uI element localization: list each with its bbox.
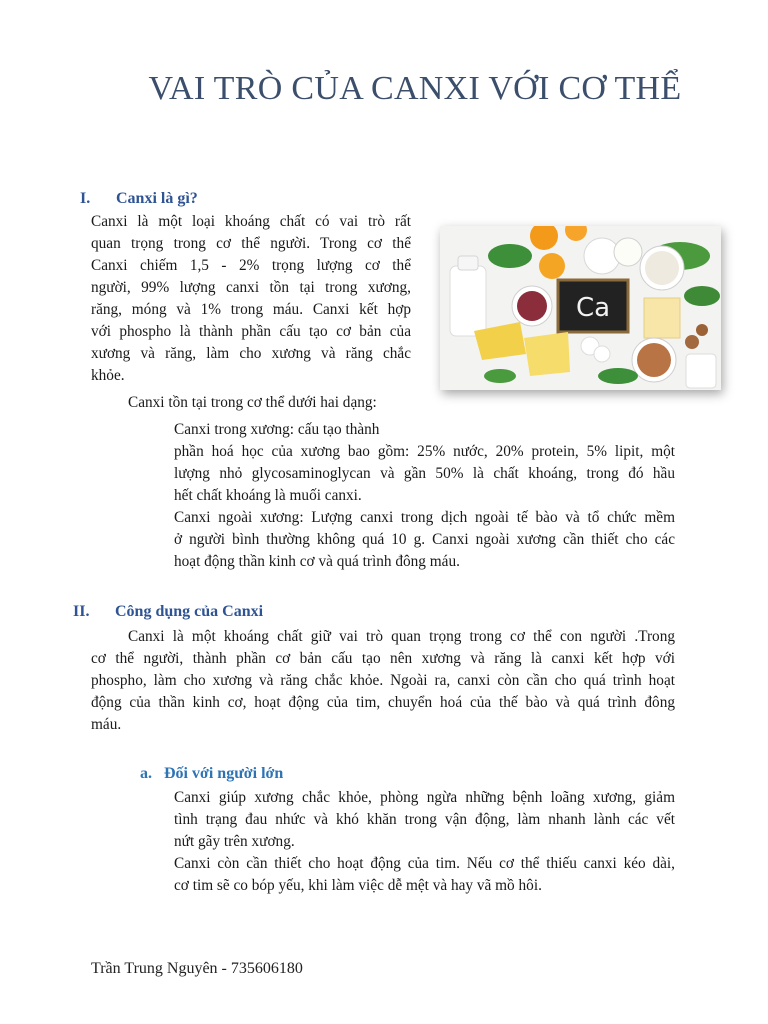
text-line: khỏe. bbox=[91, 367, 125, 384]
text-line: Canxi là một loại khoáng chất có vai trò rất bbox=[91, 213, 411, 230]
text-line: động của thần kinh cơ, hoạt động của tim, chuyển hoá của thế bào và quá trình đông bbox=[91, 694, 675, 711]
calcium-foods-photo bbox=[440, 226, 721, 390]
chalkboard-label: Ca bbox=[575, 293, 611, 323]
subsection-a-title: Đối với người lớn bbox=[164, 765, 284, 782]
bullet-item-bone-calcium bbox=[174, 419, 675, 507]
text-line: hoạt động thần kinh cơ và quá trình đông máu. bbox=[174, 553, 460, 570]
text-line: phospho, làm cho xương và răng chắc khỏe. Ngoài ra, canxi còn cần cho quá trình hoạt bbox=[91, 672, 675, 689]
section-1-title: Canxi là gì? bbox=[116, 190, 198, 207]
text-line: quan trọng trong cơ thể người. Trong cơ thể bbox=[91, 235, 411, 252]
text-line: phần hoá học của xương bao gồm: 25% nước, 20% protein, 5% lipit, một bbox=[174, 443, 675, 460]
page-footer: Trần Trung Nguyên - 735606180 bbox=[91, 960, 303, 977]
text-line: máu. bbox=[91, 716, 122, 733]
section-2-heading bbox=[73, 603, 263, 621]
text-line: Canxi trong xương: cấu tạo thành bbox=[174, 421, 380, 438]
text-line: nứt gãy trên xương. bbox=[174, 833, 295, 850]
subsection-a-number: a. bbox=[140, 765, 152, 782]
text-line: hết chất khoáng là muối canxi. bbox=[174, 487, 362, 504]
text-line: với phospho là thành phần cấu tạo cơ bản của bbox=[91, 323, 411, 340]
forms-intro: Canxi tồn tại trong cơ thể dưới hai dạng: bbox=[128, 394, 377, 411]
section-1-heading bbox=[80, 190, 198, 208]
section-1-intro bbox=[91, 211, 411, 387]
food-illustration bbox=[440, 226, 721, 390]
text-line: tình trạng đau nhức và khó khăn trong vận động, làm nhanh lành các vết bbox=[174, 811, 675, 828]
section-1-number: I. bbox=[80, 190, 91, 207]
text-line: Canxi giúp xương chắc khỏe, phòng ngừa những bệnh loãng xương, giảm bbox=[174, 789, 675, 806]
bullet-item-extra-bone-calcium bbox=[174, 507, 675, 573]
document-title: VAI TRÒ CỦA CANXI VỚI CƠ THỂ bbox=[148, 70, 682, 107]
text-line: ở người bình thường không quá 10 g. Canxi ngoài xương cần thiết cho các bbox=[174, 531, 675, 548]
section-2-title: Công dụng của Canxi bbox=[115, 603, 264, 620]
text-line: Canxi chiếm 1,5 - 2% trọng lượng cơ thể bbox=[91, 257, 411, 274]
section-2-paragraph bbox=[91, 626, 675, 736]
text-line: răng, móng và 1% trong máu. Canxi kết hợp bbox=[91, 301, 411, 318]
text-line: cơ tim sẽ co bóp yếu, khi làm việc dễ mệt và hay vã mồ hôi. bbox=[174, 877, 542, 894]
text-line: lượng nhỏ glycosaminoglycan và gần 50% là chất khoáng, trong đó hầu bbox=[174, 465, 675, 482]
text-line: người, 99% lượng canxi tồn tại trong xương, bbox=[91, 279, 411, 296]
bullet-item-heart bbox=[174, 853, 675, 897]
text-line: Canxi là một khoáng chất giữ vai trò quan trọng trong cơ thể con người .Trong bbox=[128, 628, 675, 645]
text-line: Canxi ngoài xương: Lượng canxi trong dịch ngoài tế bào và tổ chức mềm bbox=[174, 509, 675, 526]
section-2-number: II. bbox=[73, 603, 90, 620]
text-line: Canxi còn cần thiết cho hoạt động của tim. Nếu cơ thể thiếu canxi kéo dài, bbox=[174, 855, 675, 872]
subsection-a-heading bbox=[140, 765, 283, 783]
bullet-item-bones bbox=[174, 787, 675, 853]
text-line: cơ thể người, thành phần cơ bản cấu tạo nên xương và răng là canxi kết hợp với bbox=[91, 650, 675, 667]
text-line: xương và răng, làm cho xương và răng chắc bbox=[91, 345, 411, 362]
